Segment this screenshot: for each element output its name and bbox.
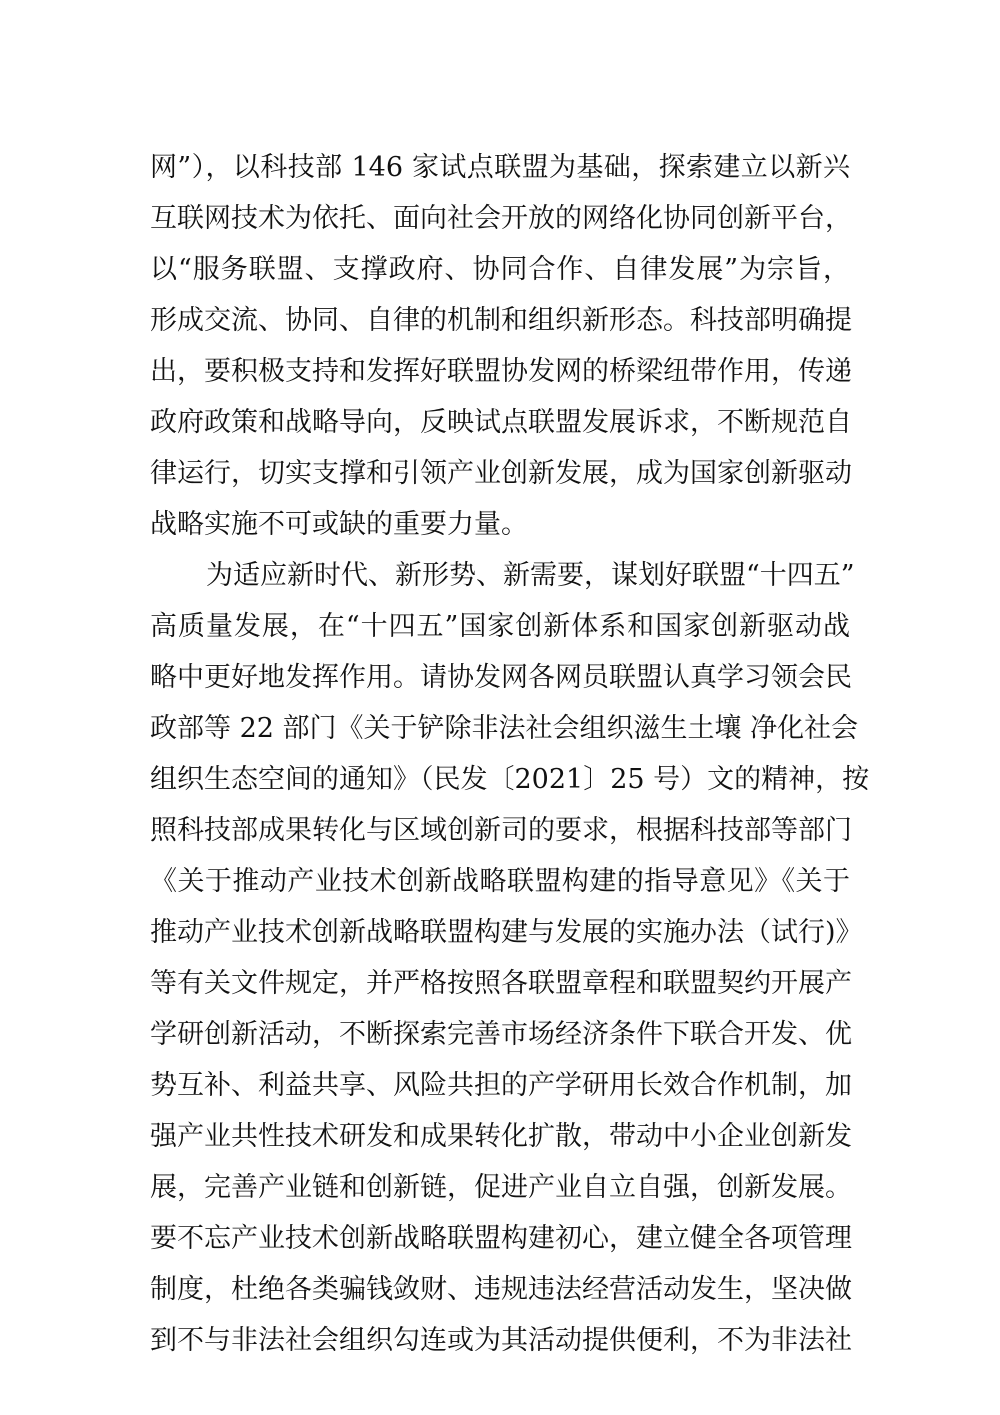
text-line: 组织生态空间的通知》（民发〔2021〕25 号）文的精神，按 bbox=[150, 764, 870, 795]
text-line: 学研创新活动，不断探索完善市场经济条件下联合开发、优 bbox=[150, 1019, 852, 1050]
text-line: 以“服务联盟、支撑政府、协同合作、自律发展”为宗旨， bbox=[150, 254, 850, 285]
text-line: 形成交流、协同、自律的机制和组织新形态。科技部明确提 bbox=[150, 305, 852, 336]
text-line: 战略实施不可或缺的重要力量。 bbox=[150, 509, 528, 540]
text-line: 制度，杜绝各类骗钱敛财、违规违法经营活动发生，坚决做 bbox=[150, 1274, 852, 1305]
text-line: 展，完善产业链和创新链，促进产业自立自强，创新发展。 bbox=[150, 1172, 852, 1203]
text-line: 要不忘产业技术创新战略联盟构建初心，建立健全各项管理 bbox=[150, 1223, 852, 1254]
text-line: 互联网技术为依托、面向社会开放的网络化协同创新平台， bbox=[150, 203, 852, 234]
text-line: 政府政策和战略导向，反映试点联盟发展诉求，不断规范自 bbox=[150, 407, 852, 438]
text-line: 律运行，切实支撑和引领产业创新发展，成为国家创新驱动 bbox=[150, 458, 852, 489]
text-line: 为适应新时代、新形势、新需要，谋划好联盟“十四五” bbox=[206, 560, 855, 591]
text-line: 等有关文件规定，并严格按照各联盟章程和联盟契约开展产 bbox=[150, 968, 852, 999]
text-line: 略中更好地发挥作用。请协发网各网员联盟认真学习领会民 bbox=[150, 662, 852, 693]
text-line: 网”），以科技部 146 家试点联盟为基础，探索建立以新兴 bbox=[150, 152, 850, 183]
text-line: 势互补、利益共享、风险共担的产学研用长效合作机制，加 bbox=[150, 1070, 852, 1101]
text-line: 照科技部成果转化与区域创新司的要求，根据科技部等部门 bbox=[150, 815, 852, 846]
text-line: 推动产业技术创新战略联盟构建与发展的实施办法（试行)》 bbox=[150, 917, 863, 948]
text-line: 高质量发展，在“十四五”国家创新体系和国家创新驱动战 bbox=[150, 611, 850, 642]
text-line: 强产业共性技术研发和成果转化扩散，带动中小企业创新发 bbox=[150, 1121, 852, 1152]
text-line: 《关于推动产业技术创新战略联盟构建的指导意见》《关于 bbox=[150, 866, 850, 897]
text-line: 出，要积极支持和发挥好联盟协发网的桥梁纽带作用，传递 bbox=[150, 356, 852, 387]
text-line: 政部等 22 部门《关于铲除非法社会组织滋生土壤 净化社会 bbox=[150, 713, 859, 744]
text-line: 到不与非法社会组织勾连或为其活动提供便利，不为非法社 bbox=[150, 1325, 852, 1356]
